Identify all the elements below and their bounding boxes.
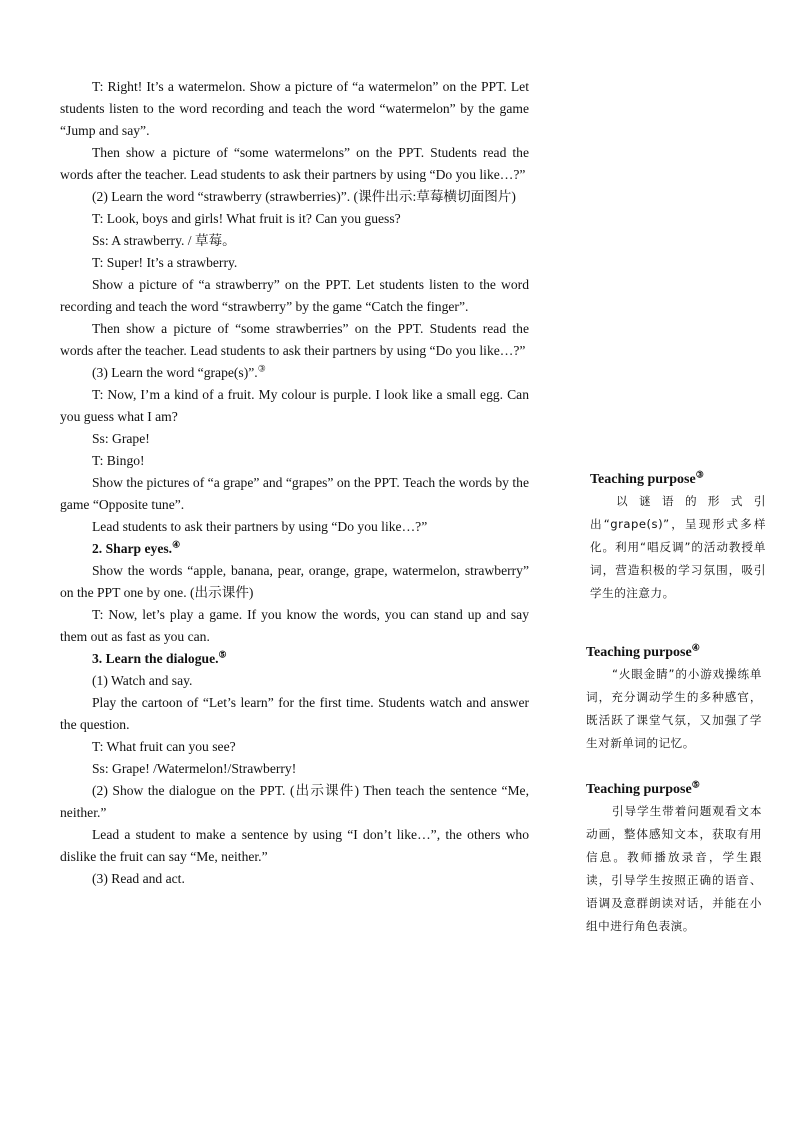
paragraph: (2) Learn the word “strawberry (strawberries)”. (课件出示:草莓横切面图片) <box>92 189 516 204</box>
paragraph: Play the cartoon of “Let’s learn” for the first time. Students watch and answer the question. <box>60 695 529 732</box>
footnote-marker: ③ <box>695 469 704 480</box>
note-title: Teaching purpose③ <box>590 469 704 487</box>
paragraph: Ss: A strawberry. / 草莓。 <box>92 233 236 248</box>
paragraph: T: Now, let’s play a game. If you know the words, you can stand up and say them out as fast as you can. <box>60 607 529 644</box>
paragraph: T: Right! It’s a watermelon. Show a picture of “a watermelon” on the PPT. Let students listen to the word recording and teach the word “watermelon” by the game “Jump and say”. <box>60 79 529 138</box>
section-heading: 3. Learn the dialogue.⑤ <box>92 649 227 666</box>
paragraph: T: Super! It’s a strawberry. <box>92 255 238 270</box>
paragraph: Then show a picture of “some watermelons” on the PPT. Students read the words after the teacher. Lead students to ask their partners by using “Do you like…?” <box>60 145 529 182</box>
paragraph: Then show a picture of “some strawberries” on the PPT. Students read the words after the teacher. Lead students to ask their partners by using “Do you like…?” <box>60 321 529 358</box>
teaching-note-4 <box>586 643 762 755</box>
paragraph: (1) Watch and say. <box>92 673 193 688</box>
paragraph: Show a picture of “a strawberry” on the PPT. Let students listen to the word recording and teach the word “strawberry” by the game “Catch the finger”. <box>60 277 529 314</box>
paragraph: Ss: Grape! /Watermelon!/Strawberry! <box>92 761 297 776</box>
note-title: Teaching purpose⑤ <box>586 779 700 797</box>
footnote-marker: ④ <box>172 539 181 550</box>
paragraph: T: Bingo! <box>92 453 145 468</box>
section-heading: 2. Sharp eyes.④ <box>92 539 181 556</box>
note-body: 引导学生带着问题观看文本动画，整体感知文本，获取有用信息。教师播放录音，学生跟读，引导学生按照正确的语音、语调及意群朗读对话，并能在小组中进行角色表演。 <box>586 804 762 933</box>
paragraph: (3) Learn the word “grape(s)”.③ <box>92 363 266 380</box>
paragraph: (3) Read and act. <box>92 871 185 886</box>
footnote-marker: ③ <box>257 363 266 374</box>
paragraph: Lead a student to make a sentence by using “I don’t like…”, the others who dislike the fruit can say “Me, neither.” <box>60 827 529 864</box>
paragraph: T: Now, I’m a kind of a fruit. My colour is purple. I look like a small egg. Can you guess what I am? <box>60 387 529 424</box>
footnote-marker: ⑤ <box>218 649 227 660</box>
paragraph: Lead students to ask their partners by using “Do you like…?” <box>92 519 428 534</box>
paragraph: (2) Show the dialogue on the PPT. (出示课件) Then teach the sentence “Me, neither.” <box>60 783 529 820</box>
lesson-body <box>60 76 529 890</box>
note-body: “火眼金睛”的小游戏操练单词，充分调动学生的多种感官，既活跃了课堂气氛，又加强了学生对新单词的记忆。 <box>586 667 762 750</box>
teaching-note-5 <box>586 780 762 938</box>
footnote-marker: ⑤ <box>691 779 700 790</box>
teaching-note-3 <box>590 470 766 605</box>
paragraph: Show the pictures of “a grape” and “grapes” on the PPT. Teach the words by the game “Opposite tune”. <box>60 475 529 512</box>
note-body: 以谜语的形式引出“grape(s)”，呈现形式多样化。利用“唱反调”的活动教授单词，营造积极的学习氛围，吸引学生的注意力。 <box>590 494 766 600</box>
paragraph: Ss: Grape! <box>92 431 150 446</box>
note-title: Teaching purpose④ <box>586 642 700 660</box>
paragraph: T: Look, boys and girls! What fruit is it? Can you guess? <box>92 211 401 226</box>
paragraph: T: What fruit can you see? <box>92 739 236 754</box>
paragraph: Show the words “apple, banana, pear, orange, grape, watermelon, strawberry” on the PPT one by one. (出示课件) <box>60 563 529 600</box>
footnote-marker: ④ <box>691 642 700 653</box>
